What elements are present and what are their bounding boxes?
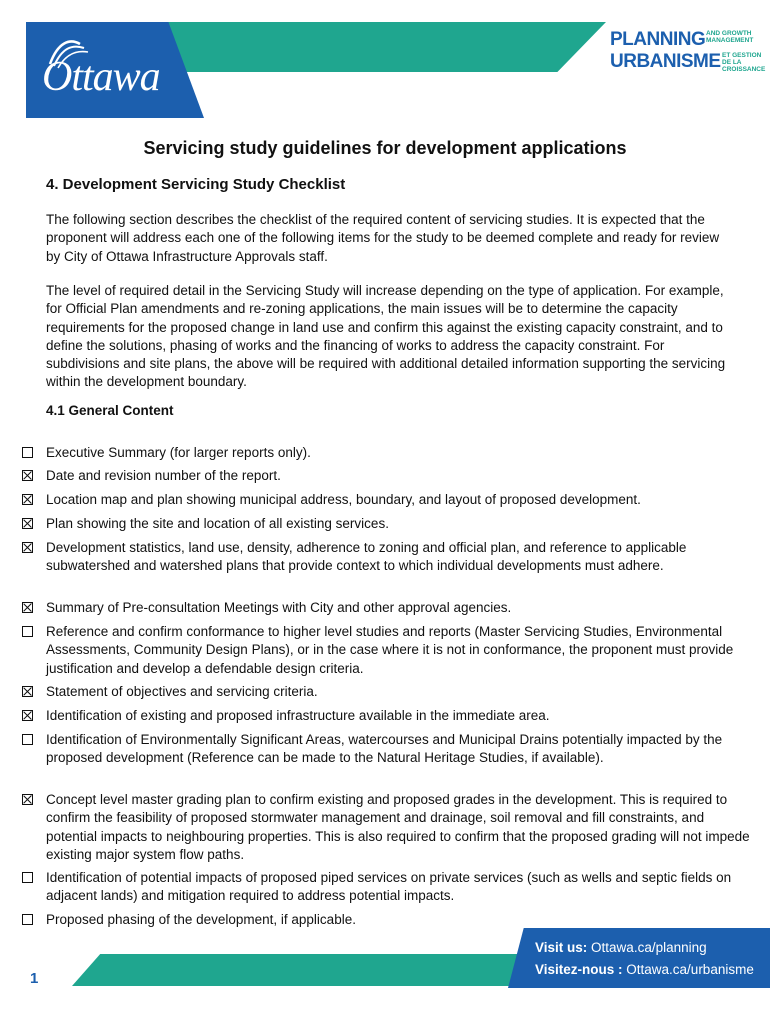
checklist-item-text: Location map and plan showing municipal address, boundary, and layout of proposed development.: [46, 492, 641, 507]
checkbox[interactable]: [22, 470, 33, 481]
checklist-item-text: Summary of Pre-consultation Meetings with City and other approval agencies.: [46, 600, 512, 615]
visit-label: Visit us:: [535, 940, 588, 955]
checkbox[interactable]: [22, 542, 33, 553]
checkbox[interactable]: [22, 447, 33, 458]
checkbox[interactable]: [22, 710, 33, 721]
checkbox[interactable]: [22, 494, 33, 505]
visitez-label: Visitez-nous :: [535, 962, 623, 977]
page-number: 1: [30, 970, 39, 987]
page-title: Servicing study guidelines for development applications: [143, 138, 627, 158]
detail-paragraph: The level of required detail in the Servicing Study will increase depending on the type of application. For example, for Official Plan amendments and re-zoning applications, the main issues will be to determine the capacity requirements for the proposed change in land use and confirm this against the existing capacity constraint, and to define the solutions, phasing of works and the financing of works to address the capacity constraint. For subdivisions and site plans, the above will be required with additional detailed information supporting the servicing within the development boundary.: [46, 283, 726, 390]
checkbox[interactable]: [22, 872, 33, 883]
checkbox[interactable]: [22, 686, 33, 697]
subsection-heading: 4.1 General Content: [46, 403, 174, 418]
checklist-item-text: Date and revision number of the report.: [46, 468, 281, 483]
brand-planning: PLANNING: [610, 29, 706, 50]
checkbox[interactable]: [22, 518, 33, 529]
checklist-item-text: Reference and confirm conformance to higher level studies and reports (Master Servicing Studies, Environmental Assessments, Community Design Plans), or in the case where it is not in conformance, the proponent must provide justification and develop a defendable design criteria.: [46, 624, 734, 676]
checklist-item-text: Plan showing the site and location of all existing services.: [46, 516, 389, 531]
logo-text: Ottawa: [42, 54, 160, 100]
checklist-item-text: Identification of Environmentally Significant Areas, watercourses and Municipal Drains potentially impacted by the proposed development (Reference can be made to the Natural Heritage Studies, if available).: [46, 732, 723, 766]
brand-sub-fr: ET GESTION DE LA CROISSANCE: [722, 52, 766, 73]
checklist-item-text: Development statistics, land use, density, adherence to zoning and official plan, and reference to applicable subwatershed and watershed plans that provide context to which individual developments must adhere.: [46, 540, 687, 574]
footer-teal-band: [72, 954, 542, 986]
checkbox[interactable]: [22, 602, 33, 613]
checklist-item-text: Identification of existing and proposed infrastructure available in the immediate area.: [46, 708, 550, 723]
checklist-item-text: Proposed phasing of the development, if applicable.: [46, 912, 356, 927]
checklist-item-text: Concept level master grading plan to confirm existing and proposed grades in the development. This is required to confirm the feasibility of proposed stormwater management and drainage, soil removal and fill constraints, and potential impacts to neighbouring properties. This is also required to confirm that the proposed grading will not impede existing major system flow paths.: [46, 792, 750, 862]
footer-visitez-line: [535, 962, 754, 977]
visit-link[interactable]: Ottawa.ca/planning: [591, 940, 707, 955]
section-heading: 4. Development Servicing Study Checklist: [46, 176, 346, 193]
checkbox[interactable]: [22, 626, 33, 637]
footer-visit-line: [535, 940, 707, 955]
brand-urbanisme: URBANISME: [610, 51, 721, 72]
planning-brand: [610, 29, 766, 74]
ottawa-logo: [38, 44, 178, 104]
header-teal-band: [120, 22, 606, 72]
brand-sub-en: AND GROWTH MANAGEMENT: [706, 30, 754, 44]
checkbox[interactable]: [22, 914, 33, 925]
checkbox[interactable]: [22, 794, 33, 805]
visitez-link[interactable]: Ottawa.ca/urbanisme: [626, 962, 754, 977]
footer-blue-band: [508, 928, 770, 988]
checklist-item-text: Identification of potential impacts of proposed piped services on private services (such as wells and septic fields on adjacent lands) and mitigation required to address potential impacts.: [46, 870, 732, 904]
intro-paragraph: The following section describes the checklist of the required content of servicing studies. It is expected that the proponent will address each one of the following items for the study to be deemed complete and ready for review by City of Ottawa Infrastructure Approvals staff.: [46, 212, 720, 264]
checklist-item-text: Executive Summary (for larger reports only).: [46, 445, 311, 460]
checkbox[interactable]: [22, 734, 33, 745]
checklist-item-text: Statement of objectives and servicing criteria.: [46, 684, 318, 699]
